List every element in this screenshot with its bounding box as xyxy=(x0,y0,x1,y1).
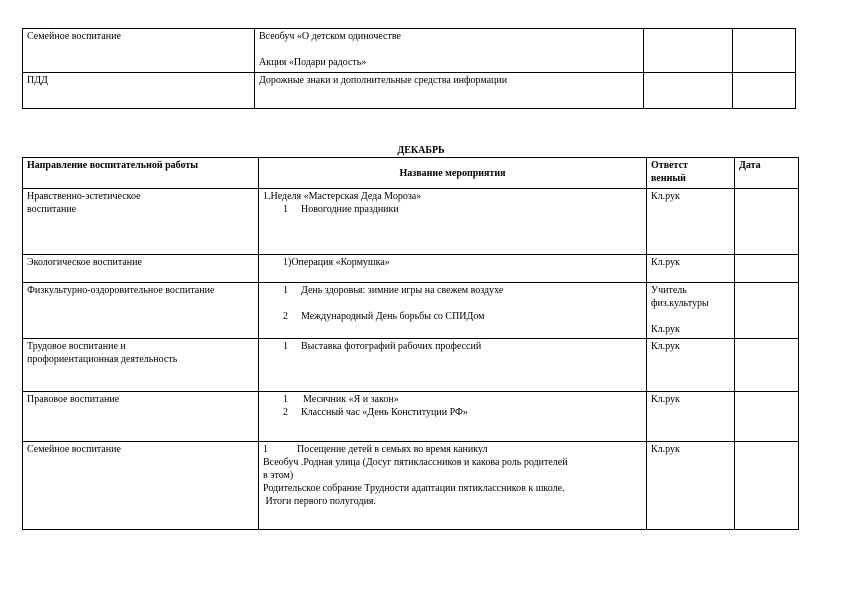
date-cell xyxy=(735,339,799,392)
header-responsible: Ответст венный xyxy=(647,158,735,189)
direction-cell: Семейное воспитание xyxy=(23,29,255,73)
events-cell: Дорожные знаки и дополнительные средства информации xyxy=(255,73,644,109)
table-row xyxy=(23,339,799,392)
date-cell xyxy=(735,255,799,283)
table-row xyxy=(23,442,799,530)
table-row xyxy=(23,392,799,442)
events-cell: 1)Операция «Кормушка» xyxy=(259,255,647,283)
event-line: Всеобуч «О детском одиночестве xyxy=(259,31,401,42)
header-date: Дата xyxy=(735,158,799,189)
event-line: Акция «Подари радость» xyxy=(259,57,367,68)
direction-cell: Трудовое воспитание и профориентационная деятельность xyxy=(23,339,259,392)
events-cell: 1 День здоровья: зимние игры на свежем воздухе 2 Международный День борьбы со СПИДом xyxy=(259,283,647,339)
responsible-cell: Кл.рук xyxy=(647,255,735,283)
direction-cell: Экологическое воспитание xyxy=(23,255,259,283)
table-row xyxy=(23,283,799,339)
events-cell: 1 Посещение детей в семьях во время каникул Всеобуч .Родная улица (Досуг пятиклассников и какова роль родителей в этом) Родительское собрание Трудности адаптации пятиклассников к школе. Итоги первого полугодия. xyxy=(259,442,647,530)
responsible-cell: Кл.рук xyxy=(647,189,735,255)
direction-cell: Нравственно-эстетическое воспитание xyxy=(23,189,259,255)
direction-cell: Правовое воспитание xyxy=(23,392,259,442)
responsible-cell xyxy=(644,73,733,109)
date-cell xyxy=(733,29,796,73)
events-cell: 1 Месячник «Я и закон» 2 Классный час «День Конституции РФ» xyxy=(259,392,647,442)
events-cell xyxy=(255,29,644,73)
responsible-cell xyxy=(644,29,733,73)
direction-cell: Физкультурно-оздоровительное воспитание xyxy=(23,283,259,339)
date-cell xyxy=(733,73,796,109)
events-cell: 1 Выставка фотографий рабочих профессий xyxy=(259,339,647,392)
table-row xyxy=(23,29,796,73)
direction-cell: Семейное воспитание xyxy=(23,442,259,530)
responsible-cell: Кл.рук xyxy=(647,442,735,530)
date-cell xyxy=(735,283,799,339)
responsible-cell: Учитель физ.культуры Кл.рук xyxy=(647,283,735,339)
header-direction: Направление воспитательной работы xyxy=(23,158,259,189)
table-row xyxy=(23,255,799,283)
direction-cell: ПДД xyxy=(23,73,255,109)
table-row xyxy=(23,73,796,109)
table-row xyxy=(23,189,799,255)
date-cell xyxy=(735,392,799,442)
responsible-cell: Кл.рук xyxy=(647,392,735,442)
date-cell xyxy=(735,442,799,530)
header-row xyxy=(23,158,799,189)
events-cell: 1.Неделя «Мастерская Деда Мороза» 1 Новогодние праздники xyxy=(259,189,647,255)
top-table xyxy=(22,28,796,109)
header-events: Название мероприятия xyxy=(259,158,647,189)
december-table xyxy=(22,157,799,530)
responsible-cell: Кл.рук xyxy=(647,339,735,392)
month-title: ДЕКАБРЬ xyxy=(397,145,445,156)
date-cell xyxy=(735,189,799,255)
